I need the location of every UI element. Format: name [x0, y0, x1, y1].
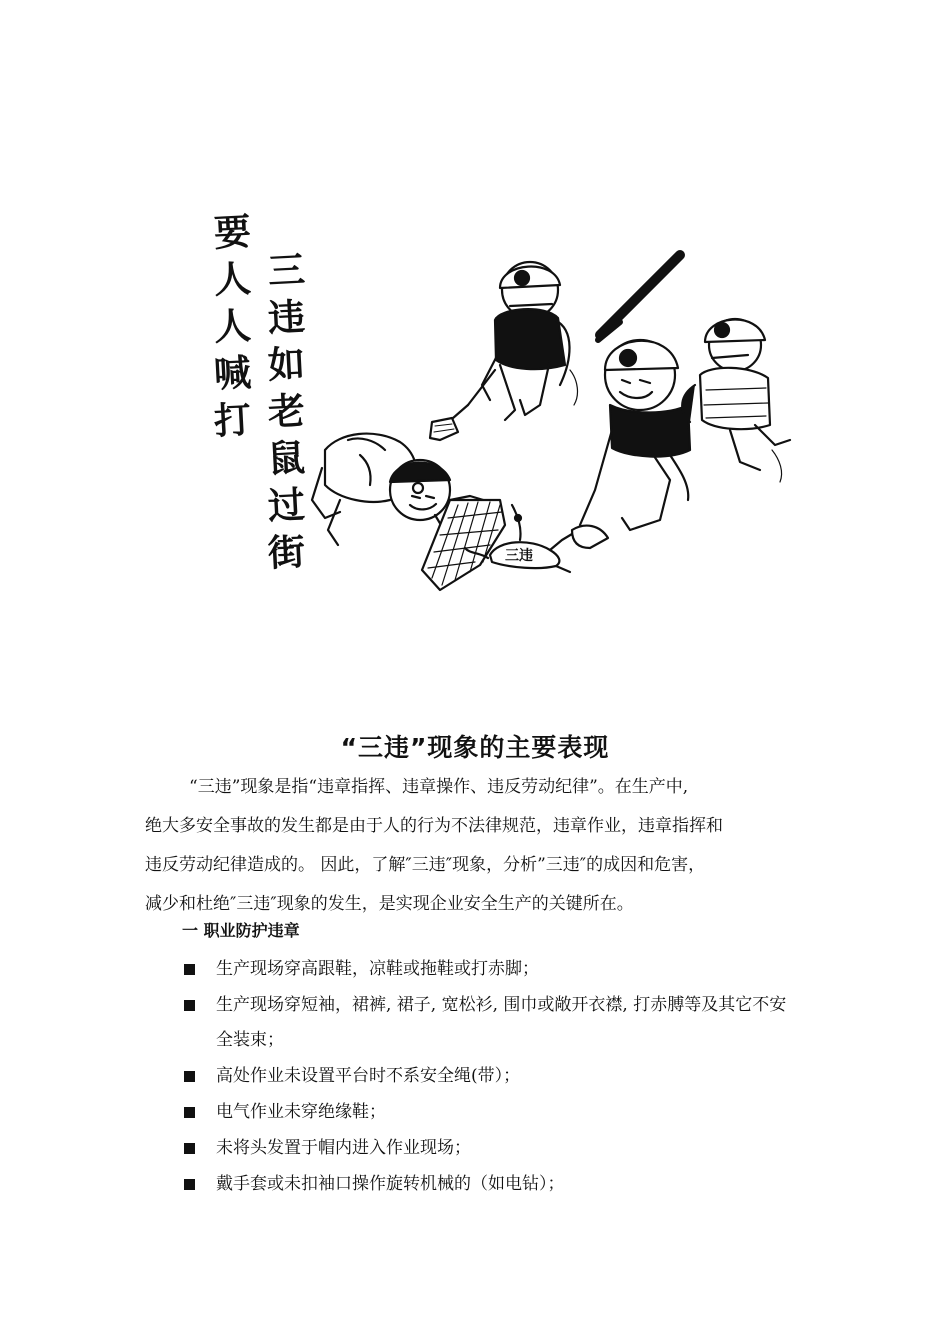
slogan-char: 喊 — [212, 350, 253, 396]
list-item-text: 电气作业未穿绝缘鞋； — [216, 1102, 386, 1122]
paragraph-line: 绝大多安全事故的发生都是由于人的行为不法律规范，违章作业，违章指挥和 — [145, 816, 723, 836]
slogan-char: 人 — [212, 256, 253, 302]
list-item — [182, 952, 802, 987]
slogan-char: 人 — [212, 303, 253, 349]
slogan-char: 违 — [266, 294, 307, 340]
list-item-text: 高处作业未设置平台时不系安全绳(带）； — [216, 1066, 521, 1086]
slogan-char: 过 — [266, 482, 307, 528]
list-item — [182, 1167, 802, 1202]
worker-with-net — [312, 434, 505, 590]
document-title: “三违”现象的主要表现 — [340, 733, 610, 762]
slogan-char: 街 — [266, 529, 307, 575]
worker-with-club — [572, 255, 690, 548]
slogan-char: 三 — [266, 247, 307, 293]
paragraph-line: 减少和杜绝″三违″现象的发生，是实现企业安全生产的关键所在。 — [145, 894, 634, 914]
slogan-char: 要 — [212, 209, 253, 255]
slogan-char: 打 — [212, 397, 253, 443]
worker-running — [682, 319, 790, 482]
square-bullet-icon — [184, 1071, 195, 1082]
list-item — [182, 1059, 802, 1094]
square-bullet-icon — [184, 1000, 195, 1011]
slogan-char: 如 — [266, 341, 307, 387]
square-bullet-icon — [184, 1107, 195, 1118]
rat-label: 三违 — [505, 548, 533, 564]
list-item — [182, 988, 802, 1058]
list-item — [182, 1131, 802, 1166]
list-item-text: 生产现场穿短袖，裙裤, 裙子, 宽松衫, 围巾或敞开衣襟, 打赤膊等及其它不安全装束； — [216, 995, 787, 1050]
violation-list — [182, 952, 802, 1203]
square-bullet-icon — [184, 1179, 195, 1190]
square-bullet-icon — [184, 1143, 195, 1154]
paragraph-line: 违反劳动纪律造成的。 因此，了解″三违″现象，分析”三违″的成因和危害， — [145, 855, 706, 875]
worker-with-swatter — [430, 262, 577, 440]
slogan-char: 老 — [266, 388, 307, 434]
paragraph-line: “三违”现象是指“违章指挥、违章操作、违反劳动纪律”。在生产中, — [189, 777, 689, 797]
list-item — [182, 1095, 802, 1130]
cartoon-illustration — [200, 200, 800, 620]
section-heading: 一 职业防护违章 — [182, 921, 300, 940]
list-item-text: 未将头发置于帽内进入作业现场； — [216, 1138, 471, 1158]
square-bullet-icon — [184, 964, 195, 975]
slogan-char: 鼠 — [266, 435, 307, 481]
intro-paragraph — [145, 768, 805, 924]
list-item-text: 生产现场穿高跟鞋，凉鞋或拖鞋或打赤脚； — [216, 959, 539, 979]
workers-chasing-rat-drawing — [200, 200, 800, 620]
list-item-text: 戴手套或未扣袖口操作旋转机械的（如电钻）； — [216, 1174, 565, 1194]
